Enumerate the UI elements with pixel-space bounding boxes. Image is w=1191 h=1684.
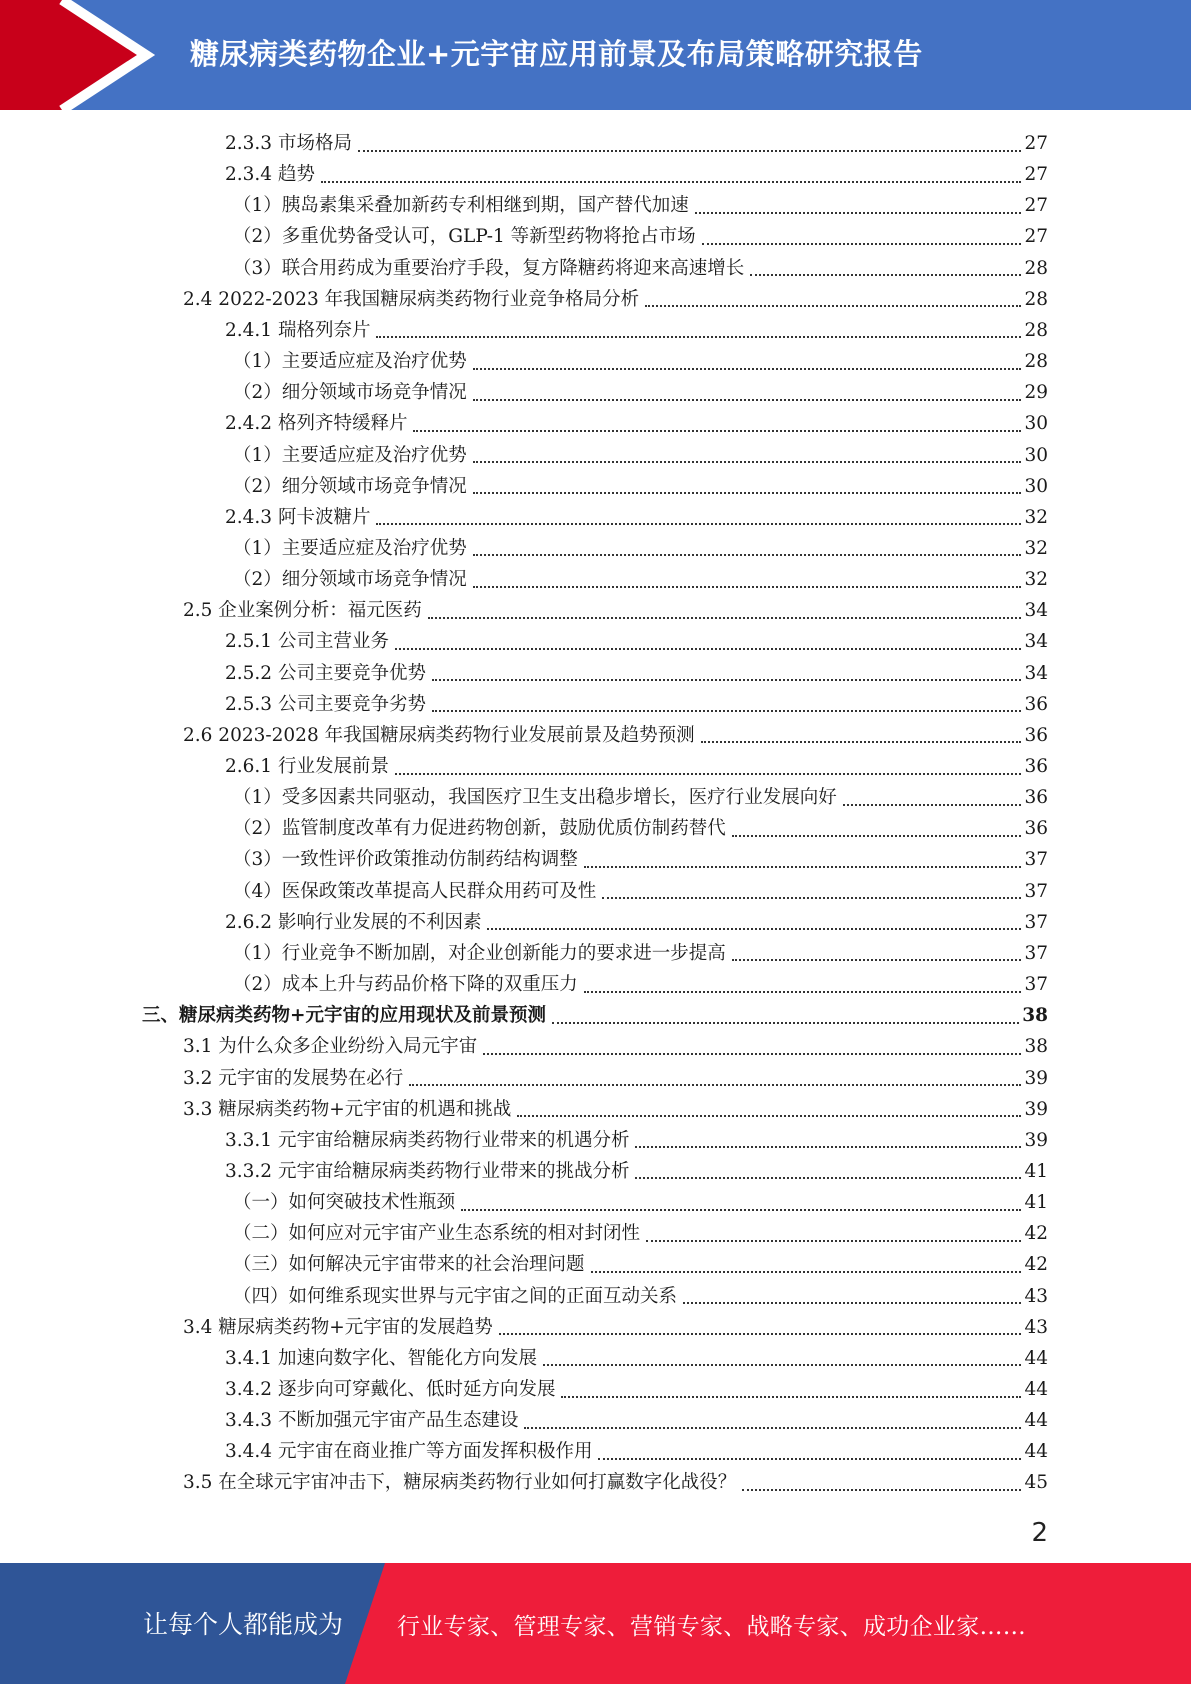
toc-entry-page: 42 xyxy=(1024,1223,1048,1245)
toc-entry-title: （三）如何解决元宇宙带来的社会治理问题 xyxy=(233,1254,585,1276)
toc-entry-page: 37 xyxy=(1024,942,1048,964)
toc-entry-page: 43 xyxy=(1024,1285,1048,1307)
toc-leader-dots xyxy=(473,461,1022,463)
toc-entry-page: 43 xyxy=(1024,1316,1048,1338)
toc-entry[interactable] xyxy=(233,938,1048,969)
toc-leader-dots xyxy=(473,586,1022,588)
toc-entry-title: 3.4 糖尿病类药物+元宇宙的发展趋势 xyxy=(183,1316,493,1338)
toc-leader-dots xyxy=(646,1240,1021,1242)
toc-entry-page: 27 xyxy=(1024,195,1048,217)
toc-leader-dots xyxy=(473,399,1022,401)
toc-entry-title: 3.4.2 逐步向可穿戴化、低时延方向发展 xyxy=(225,1379,556,1400)
toc-leader-dots xyxy=(413,430,1021,432)
toc-entry-page: 44 xyxy=(1024,1410,1048,1432)
toc-entry[interactable] xyxy=(233,1187,1048,1218)
toc-entry-title: 3.3 糖尿病类药物+元宇宙的机遇和挑战 xyxy=(183,1098,512,1120)
toc-entry-page: 39 xyxy=(1024,1098,1048,1120)
toc-entry[interactable] xyxy=(233,253,1048,284)
toc-entry[interactable] xyxy=(225,658,1048,689)
toc-leader-dots xyxy=(321,181,1022,183)
toc-entry[interactable] xyxy=(225,1374,1048,1405)
toc-leader-dots xyxy=(683,1302,1021,1304)
toc-entry-page: 41 xyxy=(1024,1192,1048,1214)
footer-slogan-left: 让每个人都能成为 xyxy=(143,1610,344,1639)
toc-entry-title: 3.3.1 元宇宙给糖尿病类药物行业带来的机遇分析 xyxy=(225,1129,630,1151)
toc-entry[interactable] xyxy=(233,564,1048,595)
toc-leader-dots xyxy=(487,928,1021,930)
toc-leader-dots xyxy=(750,274,1021,276)
toc-entry-page: 39 xyxy=(1024,1067,1048,1089)
toc-leader-dots xyxy=(428,617,1022,619)
toc-entry-page: 38 xyxy=(1024,1036,1048,1058)
toc-entry[interactable] xyxy=(233,346,1048,377)
toc-leader-dots xyxy=(395,773,1021,775)
toc-entry-page: 39 xyxy=(1024,1129,1048,1151)
report-title: 糖尿病类药物企业+元宇宙应用前景及布局策略研究报告 xyxy=(190,37,923,71)
toc-entry-title: （1）主要适应症及治疗优势 xyxy=(233,537,467,559)
toc-entry-title: 2.5 企业案例分析：福元医药 xyxy=(183,600,422,622)
toc-entry-title: 2.5.1 公司主营业务 xyxy=(225,631,389,653)
toc-entry-page: 36 xyxy=(1024,693,1048,715)
toc-entry-page: 36 xyxy=(1024,818,1048,840)
toc-leader-dots xyxy=(732,835,1022,837)
toc-entry-title: （4）医保政策改革提高人民群众用药可及性 xyxy=(233,880,597,902)
toc-leader-dots xyxy=(645,305,1021,307)
toc-entry-title: （1）主要适应症及治疗优势 xyxy=(233,351,467,373)
toc-entry-title: 三、糖尿病类药物+元宇宙的应用现状及前景预测 xyxy=(142,1005,547,1027)
toc-entry-page: 32 xyxy=(1024,506,1048,528)
toc-entry-title: （2）细分领域市场竞争情况 xyxy=(233,475,467,497)
toc-entry[interactable] xyxy=(233,1281,1048,1312)
toc-entry-page: 37 xyxy=(1024,880,1048,902)
toc-entry-page: 36 xyxy=(1024,787,1048,809)
toc-entry-title: 3.4.3 不断加强元宇宙产品生态建设 xyxy=(225,1410,519,1432)
toc-entry[interactable] xyxy=(233,190,1048,221)
toc-leader-dots xyxy=(499,1333,1022,1335)
toc-entry-title: 3.4.4 元宇宙在商业推广等方面发挥积极作用 xyxy=(225,1441,593,1463)
toc-entry-page: 30 xyxy=(1024,475,1048,497)
toc-entry-title: 2.6 2023-2028 年我国糖尿病类药物行业发展前景及趋势预测 xyxy=(183,724,695,746)
toc-entry-page: 34 xyxy=(1024,631,1048,653)
toc-entry-page: 36 xyxy=(1024,724,1048,746)
toc-entry[interactable] xyxy=(233,813,1048,844)
toc-entry-title: （2）多重优势备受认可，GLP-1 等新型药物将抢占市场 xyxy=(233,226,696,248)
toc-leader-dots xyxy=(358,150,1022,152)
toc-leader-dots xyxy=(376,336,1021,338)
toc-entry[interactable] xyxy=(233,377,1048,408)
toc-entry-page: 38 xyxy=(1022,1005,1048,1027)
toc-entry-page: 34 xyxy=(1024,662,1048,684)
toc-entry-title: 2.3.4 趋势 xyxy=(225,164,315,186)
toc-leader-dots xyxy=(584,866,1022,868)
toc-entry[interactable] xyxy=(183,1031,1048,1062)
toc-entry-page: 44 xyxy=(1024,1441,1048,1463)
toc-entry[interactable] xyxy=(183,1467,1048,1498)
toc-leader-dots xyxy=(543,1364,1021,1366)
toc-entry[interactable] xyxy=(225,1405,1048,1436)
toc-entry[interactable] xyxy=(225,128,1048,159)
toc-entry-page: 30 xyxy=(1024,444,1048,466)
toc-leader-dots xyxy=(473,492,1022,494)
toc-entry[interactable] xyxy=(225,408,1048,439)
toc-leader-dots xyxy=(409,1084,1021,1086)
toc-entry[interactable] xyxy=(183,1312,1048,1343)
page-number: 2 xyxy=(1031,1518,1048,1548)
toc-leader-dots xyxy=(732,959,1022,961)
toc-entry-page: 28 xyxy=(1024,288,1048,310)
toc-entry[interactable] xyxy=(183,1094,1048,1125)
toc-entry-title: （2）监管制度改革有力促进药物创新，鼓励优质仿制药替代 xyxy=(233,818,726,840)
toc-entry[interactable] xyxy=(233,844,1048,875)
toc-entry[interactable] xyxy=(225,689,1048,720)
toc-leader-dots xyxy=(395,648,1021,650)
toc-entry[interactable] xyxy=(225,1343,1048,1374)
toc-leader-dots xyxy=(584,991,1022,993)
toc-leader-dots xyxy=(561,1396,1021,1398)
toc-entry[interactable] xyxy=(183,595,1048,626)
toc-entry-page: 44 xyxy=(1024,1347,1048,1369)
toc-leader-dots xyxy=(602,897,1021,899)
toc-entry-page: 28 xyxy=(1024,319,1048,341)
toc-leader-dots xyxy=(432,679,1021,681)
toc-entry-title: （2）细分领域市场竞争情况 xyxy=(233,382,467,404)
toc-entry-page: 27 xyxy=(1024,133,1048,154)
toc-leader-dots xyxy=(432,710,1021,712)
toc-entry-title: 3.5 在全球元宇宙冲击下，糖尿病类药物行业如何打赢数字化战役？ xyxy=(183,1472,737,1494)
toc-entry[interactable] xyxy=(225,159,1048,190)
toc-entry-title: 3.1 为什么众多企业纷纷入局元宇宙 xyxy=(183,1036,478,1058)
toc-leader-dots xyxy=(461,1209,1021,1211)
toc-leader-dots xyxy=(376,523,1021,525)
toc-entry-title: 2.6.2 影响行业发展的不利因素 xyxy=(225,911,482,933)
toc-entry[interactable] xyxy=(233,1218,1048,1249)
toc-entry-title: （2）成本上升与药品价格下降的双重压力 xyxy=(233,974,578,996)
toc-entry[interactable] xyxy=(233,440,1048,471)
page-header xyxy=(0,0,1191,110)
toc-entry-title: 2.5.2 公司主要竞争优势 xyxy=(225,662,426,684)
toc-entry[interactable] xyxy=(233,533,1048,564)
toc-entry[interactable] xyxy=(183,284,1048,315)
toc-leader-dots xyxy=(517,1115,1021,1117)
toc-entry[interactable] xyxy=(225,626,1048,657)
toc-entry-page: 44 xyxy=(1024,1379,1048,1400)
toc-entry[interactable] xyxy=(142,1000,1048,1031)
toc-entry-title: （四）如何维系现实世界与元宇宙之间的正面互动关系 xyxy=(233,1285,678,1307)
toc-entry-title: （2）细分领域市场竞争情况 xyxy=(233,569,467,591)
toc-entry-title: 2.4.3 阿卡波糖片 xyxy=(225,506,371,528)
toc-entry[interactable] xyxy=(225,1156,1048,1187)
toc-leader-dots xyxy=(635,1146,1021,1148)
toc-entry[interactable] xyxy=(233,782,1048,813)
toc-entry-title: （1）行业竞争不断加剧，对企业创新能力的要求进一步提高 xyxy=(233,942,726,964)
toc-entry-page: 27 xyxy=(1024,226,1048,248)
toc-entry-title: 3.3.2 元宇宙给糖尿病类药物行业带来的挑战分析 xyxy=(225,1160,630,1182)
toc-entry-title: （1）主要适应症及治疗优势 xyxy=(233,444,467,466)
toc-entry[interactable] xyxy=(233,221,1048,252)
toc-entry-title: （3）联合用药成为重要治疗手段，复方降糖药将迎来高速增长 xyxy=(233,257,745,279)
toc-entry-page: 32 xyxy=(1024,569,1048,591)
toc-entry-page: 37 xyxy=(1024,974,1048,996)
toc-leader-dots xyxy=(552,1022,1019,1024)
toc-leader-dots xyxy=(635,1177,1021,1179)
toc-leader-dots xyxy=(483,1053,1021,1055)
toc-entry-title: 2.4.2 格列齐特缓释片 xyxy=(225,413,408,435)
toc-entry[interactable] xyxy=(183,1063,1048,1094)
toc-entry-page: 27 xyxy=(1024,164,1048,186)
toc-entry-page: 45 xyxy=(1024,1472,1048,1494)
toc-entry-title: （二）如何应对元宇宙产业生态系统的相对封闭性 xyxy=(233,1223,641,1245)
toc-entry-title: 3.2 元宇宙的发展势在必行 xyxy=(183,1067,404,1089)
toc-entry[interactable] xyxy=(225,315,1048,346)
toc-entry-title: （3）一致性评价政策推动仿制药结构调整 xyxy=(233,849,578,871)
toc-entry-page: 29 xyxy=(1024,382,1048,404)
toc-entry[interactable] xyxy=(225,1436,1048,1467)
toc-entry-page: 37 xyxy=(1024,911,1048,933)
toc-leader-dots xyxy=(742,1489,1021,1491)
toc-entry-page: 36 xyxy=(1024,756,1048,777)
toc-entry-title: （一）如何突破技术性瓶颈 xyxy=(233,1192,456,1214)
toc-entry-title: （1）受多因素共同驱动，我国医疗卫生支出稳步增长，医疗行业发展向好 xyxy=(233,787,837,809)
toc-leader-dots xyxy=(591,1271,1022,1273)
toc-entry-title: 2.6.1 行业发展前景 xyxy=(225,756,389,777)
toc-leader-dots xyxy=(695,212,1022,214)
toc-leader-dots xyxy=(598,1458,1021,1460)
toc-entry[interactable] xyxy=(225,907,1048,938)
toc-entry-title: 3.4.1 加速向数字化、智能化方向发展 xyxy=(225,1347,537,1369)
toc-entry-page: 41 xyxy=(1024,1160,1048,1182)
toc-entry[interactable] xyxy=(225,502,1048,533)
toc-leader-dots xyxy=(843,804,1022,806)
footer-slogan-right: 行业专家、管理专家、营销专家、战略专家、成功企业家…… xyxy=(397,1614,1027,1640)
toc-entry-page: 42 xyxy=(1024,1254,1048,1276)
toc-leader-dots xyxy=(524,1427,1021,1429)
toc-leader-dots xyxy=(473,554,1022,556)
toc-entry-title: 2.4 2022-2023 年我国糖尿病类药物行业竞争格局分析 xyxy=(183,288,640,310)
toc-entry-page: 37 xyxy=(1024,849,1048,871)
toc-entry[interactable] xyxy=(225,1125,1048,1156)
toc-entry-title: 2.3.3 市场格局 xyxy=(225,133,352,154)
toc-entry-page: 32 xyxy=(1024,537,1048,559)
page-footer xyxy=(0,1563,1191,1684)
toc-leader-dots xyxy=(702,243,1022,245)
toc-entry-title: （1）胰岛素集采叠加新药专利相继到期，国产替代加速 xyxy=(233,195,689,217)
toc-entry-title: 2.5.3 公司主要竞争劣势 xyxy=(225,693,426,715)
toc-entry-page: 28 xyxy=(1024,351,1048,373)
toc-leader-dots xyxy=(701,741,1022,743)
toc-entry[interactable] xyxy=(233,969,1048,1000)
toc-entry[interactable] xyxy=(233,876,1048,907)
toc-entry-page: 34 xyxy=(1024,600,1048,622)
toc-entry[interactable] xyxy=(183,720,1048,751)
toc-leader-dots xyxy=(473,368,1022,370)
toc-entry-page: 30 xyxy=(1024,413,1048,435)
toc-entry[interactable] xyxy=(225,751,1048,782)
toc-entry-title: 2.4.1 瑞格列奈片 xyxy=(225,319,371,341)
toc-entry[interactable] xyxy=(233,1249,1048,1280)
toc-entry-page: 28 xyxy=(1024,257,1048,279)
toc-entry[interactable] xyxy=(233,471,1048,502)
